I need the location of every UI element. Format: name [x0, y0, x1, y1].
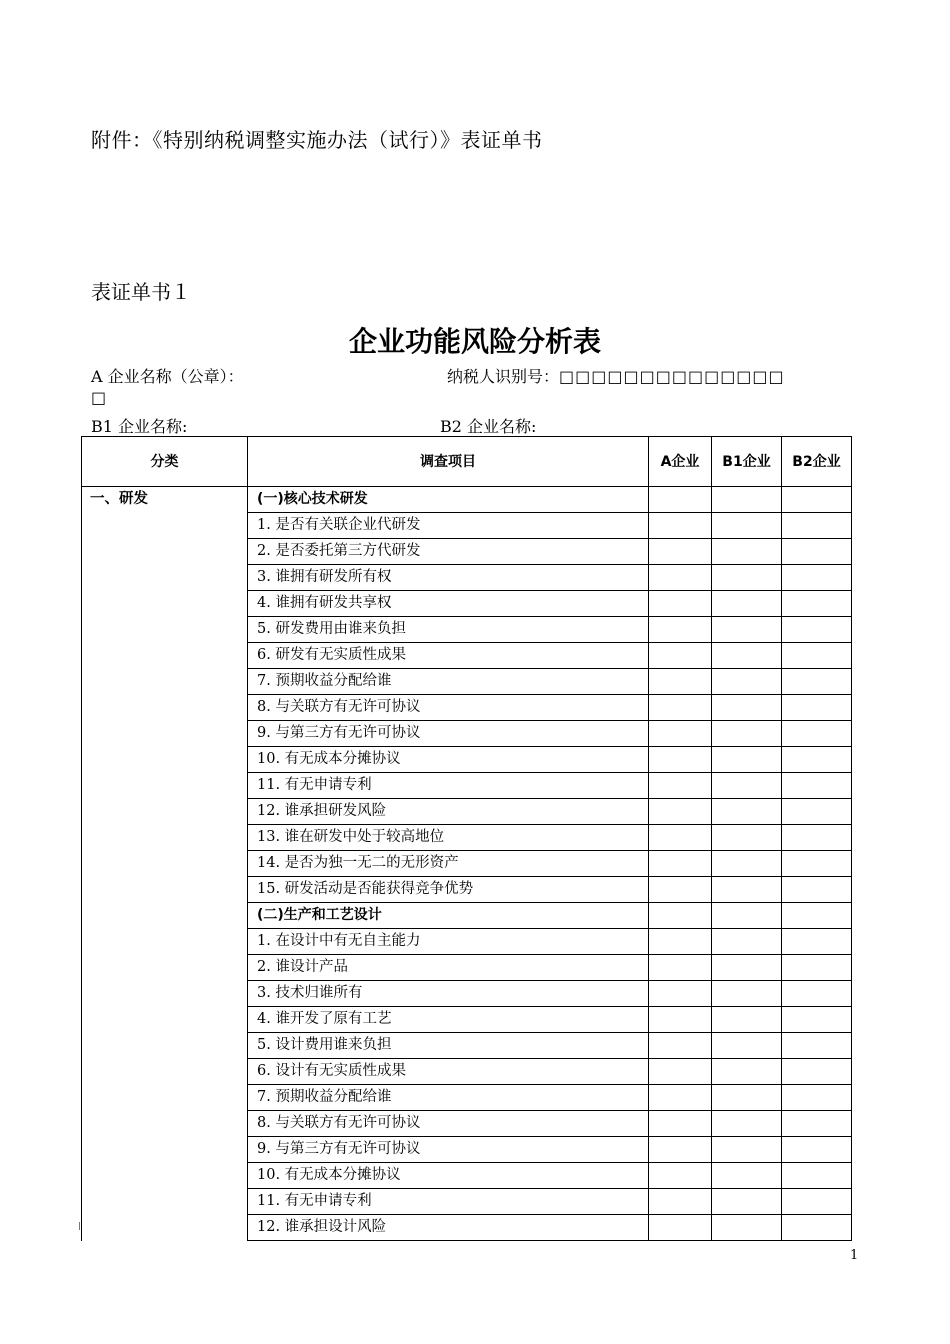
taxpayer-id-label: 纳税人识别号：	[447, 367, 560, 386]
taxpayer-id-box-wrap: □	[91, 388, 107, 407]
answer-cell-a[interactable]	[649, 929, 712, 955]
answer-cell-b2[interactable]	[782, 1033, 852, 1059]
answer-cell-a[interactable]	[649, 669, 712, 695]
answer-cell-b1[interactable]	[712, 721, 782, 747]
answer-cell-b1[interactable]	[712, 487, 782, 513]
header-a-company: A企业	[649, 437, 712, 487]
answer-cell-b2[interactable]	[782, 877, 852, 903]
answer-cell-b1[interactable]	[712, 617, 782, 643]
survey-item: 6. 研发有无实质性成果	[248, 643, 649, 669]
category-cell: 一、研发	[82, 487, 248, 1241]
taxpayer-id-boxes: □□□□□□□□□□□□□□	[559, 367, 785, 386]
answer-cell-b1[interactable]	[712, 747, 782, 773]
survey-item: 1. 在设计中有无自主能力	[248, 929, 649, 955]
answer-cell-a[interactable]	[649, 695, 712, 721]
answer-cell-b2[interactable]	[782, 513, 852, 539]
answer-cell-a[interactable]	[649, 903, 712, 929]
survey-item: 14. 是否为独一无二的无形资产	[248, 851, 649, 877]
answer-cell-a[interactable]	[649, 1007, 712, 1033]
answer-cell-b2[interactable]	[782, 955, 852, 981]
answer-cell-b1[interactable]	[712, 1215, 782, 1241]
answer-cell-b1[interactable]	[712, 565, 782, 591]
answer-cell-a[interactable]	[649, 591, 712, 617]
answer-cell-b1[interactable]	[712, 539, 782, 565]
answer-cell-b2[interactable]	[782, 825, 852, 851]
answer-cell-b2[interactable]	[782, 929, 852, 955]
answer-cell-b2[interactable]	[782, 747, 852, 773]
answer-cell-b1[interactable]	[712, 1137, 782, 1163]
answer-cell-a[interactable]	[649, 487, 712, 513]
answer-cell-b2[interactable]	[782, 1189, 852, 1215]
header-b1-company: B1企业	[712, 437, 782, 487]
answer-cell-a[interactable]	[649, 1085, 712, 1111]
answer-cell-b1[interactable]	[712, 1085, 782, 1111]
section-heading: (一)核心技术研发	[248, 487, 649, 513]
answer-cell-b1[interactable]	[712, 903, 782, 929]
answer-cell-b1[interactable]	[712, 877, 782, 903]
survey-item: 8. 与关联方有无许可协议	[248, 1111, 649, 1137]
answer-cell-b2[interactable]	[782, 799, 852, 825]
answer-cell-b2[interactable]	[782, 721, 852, 747]
answer-cell-a[interactable]	[649, 539, 712, 565]
survey-item: 11. 有无申请专利	[248, 1189, 649, 1215]
survey-item: 10. 有无成本分摊协议	[248, 1163, 649, 1189]
answer-cell-b1[interactable]	[712, 1059, 782, 1085]
b2-company-name-label: B2 企业名称:	[440, 417, 537, 436]
survey-item: 13. 谁在研发中处于较高地位	[248, 825, 649, 851]
survey-item: 10. 有无成本分摊协议	[248, 747, 649, 773]
survey-item: 1. 是否有关联企业代研发	[248, 513, 649, 539]
answer-cell-a[interactable]	[649, 1189, 712, 1215]
survey-item: 11. 有无申请专利	[248, 773, 649, 799]
answer-cell-b1[interactable]	[712, 1111, 782, 1137]
table-section-row	[82, 487, 852, 513]
answer-cell-a[interactable]	[649, 1111, 712, 1137]
answer-cell-b2[interactable]	[782, 851, 852, 877]
answer-cell-a[interactable]	[649, 565, 712, 591]
survey-item: 3. 技术归谁所有	[248, 981, 649, 1007]
answer-cell-a[interactable]	[649, 799, 712, 825]
answer-cell-b2[interactable]	[782, 1111, 852, 1137]
answer-cell-b1[interactable]	[712, 1189, 782, 1215]
answer-cell-b1[interactable]	[712, 669, 782, 695]
a-company-name-label: A 企业名称（公章）：	[91, 367, 244, 386]
answer-cell-b2[interactable]	[782, 539, 852, 565]
answer-cell-a[interactable]	[649, 773, 712, 799]
table-header-row	[82, 437, 852, 487]
table-body	[82, 487, 852, 1241]
header-survey-item: 调查项目	[248, 437, 649, 487]
survey-item: 8. 与关联方有无许可协议	[248, 695, 649, 721]
answer-cell-b1[interactable]	[712, 773, 782, 799]
answer-cell-b1[interactable]	[712, 513, 782, 539]
answer-cell-b2[interactable]	[782, 773, 852, 799]
form-number: 表证单书１	[91, 280, 191, 304]
answer-cell-a[interactable]	[649, 1137, 712, 1163]
answer-cell-a[interactable]	[649, 617, 712, 643]
survey-item: 4. 谁拥有研发共享权	[248, 591, 649, 617]
answer-cell-b2[interactable]	[782, 1007, 852, 1033]
answer-cell-a[interactable]	[649, 643, 712, 669]
section-heading: (二)生产和工艺设计	[248, 903, 649, 929]
answer-cell-a[interactable]	[649, 721, 712, 747]
answer-cell-a[interactable]	[649, 1059, 712, 1085]
answer-cell-b1[interactable]	[712, 799, 782, 825]
answer-cell-b2[interactable]	[782, 1215, 852, 1241]
answer-cell-b1[interactable]	[712, 695, 782, 721]
answer-cell-b1[interactable]	[712, 851, 782, 877]
answer-cell-b1[interactable]	[712, 955, 782, 981]
margin-mark	[79, 1222, 80, 1230]
survey-item: 5. 设计费用谁来负担	[248, 1033, 649, 1059]
answer-cell-a[interactable]	[649, 747, 712, 773]
header-b2-company: B2企业	[782, 437, 852, 487]
survey-item: 2. 谁设计产品	[248, 955, 649, 981]
answer-cell-b1[interactable]	[712, 825, 782, 851]
survey-item: 15. 研发活动是否能获得竞争优势	[248, 877, 649, 903]
survey-item: 9. 与第三方有无许可协议	[248, 1137, 649, 1163]
page-number: 1	[850, 1248, 859, 1263]
answer-cell-b1[interactable]	[712, 929, 782, 955]
survey-item: 12. 谁承担研发风险	[248, 799, 649, 825]
answer-cell-b2[interactable]	[782, 487, 852, 513]
survey-item: 7. 预期收益分配给谁	[248, 1085, 649, 1111]
survey-item: 9. 与第三方有无许可协议	[248, 721, 649, 747]
b1-company-name-label: B1 企业名称:	[91, 417, 188, 436]
answer-cell-a[interactable]	[649, 955, 712, 981]
answer-cell-b1[interactable]	[712, 1163, 782, 1189]
survey-item: 2. 是否委托第三方代研发	[248, 539, 649, 565]
answer-cell-b1[interactable]	[712, 981, 782, 1007]
survey-item: 3. 谁拥有研发所有权	[248, 565, 649, 591]
answer-cell-a[interactable]	[649, 825, 712, 851]
answer-cell-b2[interactable]	[782, 695, 852, 721]
answer-cell-a[interactable]	[649, 1033, 712, 1059]
answer-cell-a[interactable]	[649, 1163, 712, 1189]
answer-cell-b2[interactable]	[782, 1085, 852, 1111]
attachment-title: 附件：《特别纳税调整实施办法（试行）》表证单书	[91, 128, 543, 152]
function-risk-table	[81, 436, 852, 1241]
answer-cell-b2[interactable]	[782, 591, 852, 617]
answer-cell-b2[interactable]	[782, 565, 852, 591]
answer-cell-b2[interactable]	[782, 1163, 852, 1189]
answer-cell-b2[interactable]	[782, 669, 852, 695]
answer-cell-a[interactable]	[649, 877, 712, 903]
answer-cell-b1[interactable]	[712, 591, 782, 617]
taxpayer-id-field	[447, 364, 785, 387]
answer-cell-b1[interactable]	[712, 1033, 782, 1059]
answer-cell-b2[interactable]	[782, 643, 852, 669]
answer-cell-b1[interactable]	[712, 1007, 782, 1033]
answer-cell-a[interactable]	[649, 981, 712, 1007]
survey-item: 5. 研发费用由谁来负担	[248, 617, 649, 643]
survey-item: 6. 设计有无实质性成果	[248, 1059, 649, 1085]
answer-cell-b2[interactable]	[782, 1059, 852, 1085]
answer-cell-b2[interactable]	[782, 903, 852, 929]
answer-cell-a[interactable]	[649, 513, 712, 539]
answer-cell-b1[interactable]	[712, 643, 782, 669]
survey-item: 4. 谁开发了原有工艺	[248, 1007, 649, 1033]
header-category: 分类	[82, 437, 248, 487]
answer-cell-b2[interactable]	[782, 981, 852, 1007]
answer-cell-b2[interactable]	[782, 617, 852, 643]
answer-cell-b2[interactable]	[782, 1137, 852, 1163]
survey-item: 12. 谁承担设计风险	[248, 1215, 649, 1241]
answer-cell-a[interactable]	[649, 1215, 712, 1241]
survey-item: 7. 预期收益分配给谁	[248, 669, 649, 695]
page-title: 企业功能风险分析表	[348, 325, 601, 358]
answer-cell-a[interactable]	[649, 851, 712, 877]
